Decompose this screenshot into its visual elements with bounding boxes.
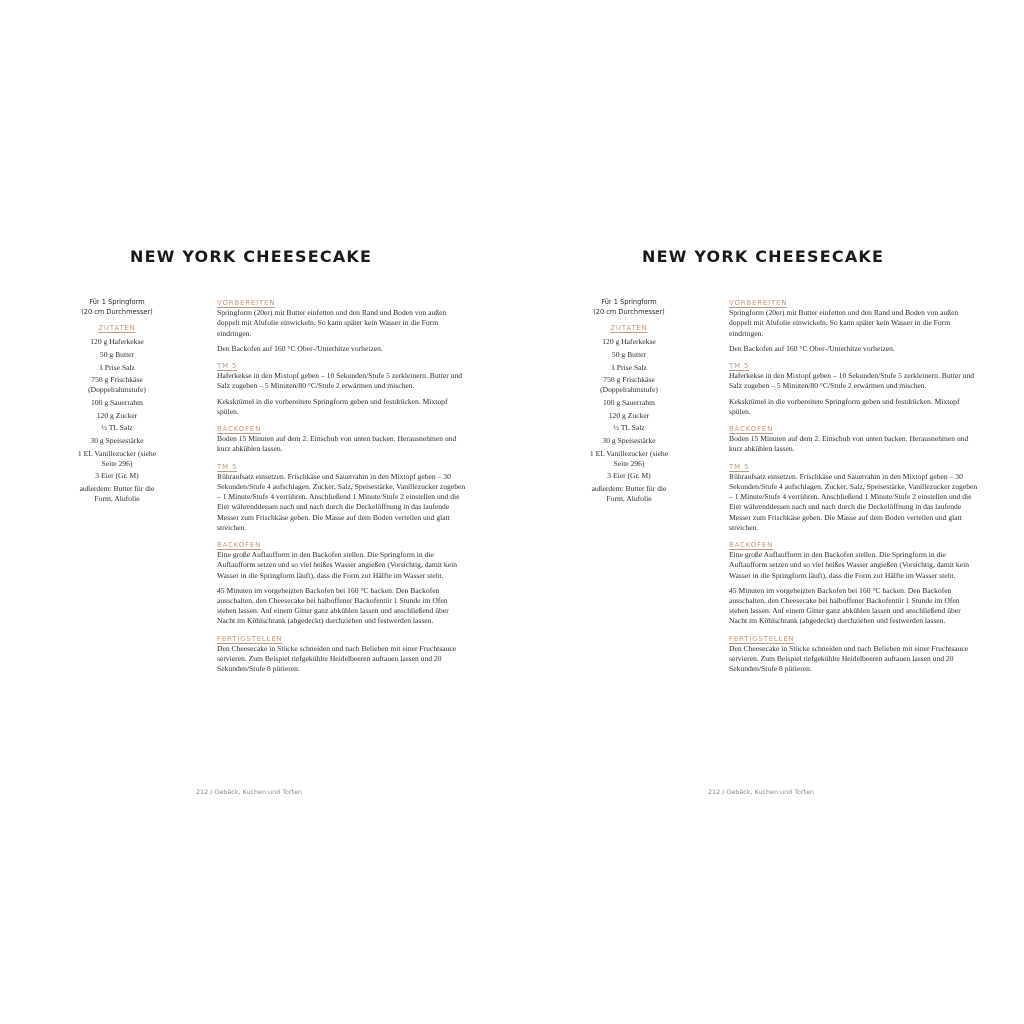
page-title: NEW YORK CHEESECAKE [130,247,373,266]
section-heading: FERTIGSTELLEN [729,634,795,643]
ingredient-item: 120 g Zucker [96,410,138,420]
section-heading: TM 5 [217,362,238,371]
ingredient-item: 30 g Speisestärke [602,436,656,445]
instruction-paragraph: Den Backofen auf 160 °C Ober-/Unterhitze vorheizen. [217,343,383,353]
section-heading: VORBEREITEN [729,299,788,307]
section-heading: TM 5 [729,462,750,471]
instruction-paragraph: Eine große Auflaufform in den Backofen stellen. Die Springform in die Auflaufform setzen und so viel heißes Wasser angießen (Vorsichtig, damit kein Wasser in die Springform läuft), dass die Form zur Hälfte im Wasser steht. [217,550,458,580]
page-footer: 212 / Gebäck, Kuchen und Torten [708,788,815,796]
ingredients-column [584,298,674,507]
section-heading: BACKOFEN [729,541,774,550]
instruction-paragraph: Rühraufsatz einsetzen. Frischkäse und Sauerrahm in den Mixtopf geben – 30 Sekunden/Stufe 4 aufschlagen. Zucker, Salz, Speisestärke, Vanillezucker zugeben – 1 Minute/Stufe 4 verrühren. Anschließend 1 Minute/Stufe 2 einstellen und die Eier währenddessen nach und nach durch die Deckelöffnung in das laufende Messer zum Frischkäse geben. Die Masse auf dem Boden verteilen und glatt streichen. [217,471,466,532]
ingredient-item: 120 g Zucker [608,410,650,420]
instruction-paragraph: Springform (20er) mit Butter einfetten und den Rand und Boden von außen doppelt mit Alufolie einwickeln. So kann später kein Wasser in die Form eindringen. [729,308,959,338]
ingredient-item: 50 g Butter [611,349,647,359]
page-footer: 212 / Gebäck, Kuchen und Torten [196,788,303,796]
ingredient-item: ½ TL Salz [613,423,645,433]
section-heading: BACKOFEN [217,541,262,550]
yield-info [584,298,674,317]
section-heading: FERTIGSTELLEN [217,634,283,643]
ingredient-item: 120 g Haferkekse [602,337,656,347]
section-heading: BACKOFEN [729,425,774,434]
section-heading: TM 5 [217,462,238,471]
instruction-paragraph: Eine große Auflaufform in den Backofen stellen. Die Springform in die Auflaufform setzen und so viel heißes Wasser angießen (Vorsichtig, damit kein Wasser in die Springform läuft), dass die Form zur Hälfte im Wasser steht. [729,550,970,580]
instruction-paragraph: Kekskrümel in die vorbereitete Springform geben und festdrücken. Mixtopf spülen. [217,396,448,416]
ingredient-item: 1 EL Vanillezucker (siehe Seite 296) [77,448,157,468]
instructions-column [729,298,979,680]
ingredient-item: 30 g Speisestärke [90,436,144,445]
instruction-paragraph: Kekskrümel in die vorbereitete Springform geben und festdrücken. Mixtopf spülen. [729,396,960,416]
right-page [512,0,1024,1024]
instruction-paragraph: Boden 15 Minuten auf dem 2. Einschub von unten backen. Herausnehmen und kurz abkühlen lassen. [217,434,457,454]
ingredient-item: außerdem: Butter für die Form, Alufolie [591,484,667,504]
instruction-paragraph: 45 Minuten im vorgeheizten Backofen bei 160 °C backen. Den Backofen ausschalten, den Cheesecake bei halboffener Backofentür 1 Stunde im Ofen stehen lassen. Auf einem Gitter ganz abkühlen lassen und anschließend über Nacht im Kühlschrank (abgedeckt) durchziehen und festwerden lassen. [729,585,961,626]
ingredients-heading: ZUTATEN [610,324,648,333]
instruction-paragraph: Den Cheesecake in Stücke schneiden und nach Belieben mit einer Fruchtsauce servieren. Zum Beispiel tiefgekühlte Heidelbeeren auftauen lassen und 20 Sekunden/Stufe 8 pürieren. [729,643,969,674]
instruction-paragraph: Rühraufsatz einsetzen. Frischkäse und Sauerrahm in den Mixtopf geben – 30 Sekunden/Stufe 4 aufschlagen. Zucker, Salz, Speisestärke, Vanillezucker zugeben – 1 Minute/Stufe 4 verrühren. Anschließend 1 Minute/Stufe 2 einstellen und die Eier währenddessen nach und nach durch die Deckelöffnung in das laufende Messer zum Frischkäse geben. Die Masse auf dem Boden verteilen und glatt streichen. [729,471,978,532]
ingredient-item: 100 g Sauerrahm [91,397,143,407]
instruction-paragraph: Den Cheesecake in Stücke schneiden und nach Belieben mit einer Fruchtsauce servieren. Zum Beispiel tiefgekühlte Heidelbeeren auftauen lassen und 20 Sekunden/Stufe 8 pürieren. [217,643,457,674]
yield-line: (20 cm Durchmesser) [81,307,153,316]
yield-line: Für 1 Springform [89,298,145,306]
yield-info [72,298,162,317]
ingredient-item: 750 g Frischkäse (Doppelrahmstufe) [88,375,146,395]
ingredient-item: 3 Eier (Gr. M) [607,471,651,481]
yield-line: Für 1 Springform [601,298,657,306]
ingredient-item: 50 g Butter [99,349,135,359]
instruction-paragraph: Haferkekse in den Mixtopf geben – 10 Sekunden/Stufe 5 zerkleinern. Butter und Salz zugeben – 5 Minuten/80 °C/Stufe 2 erwärmen und mischen. [217,371,463,391]
ingredient-item: 750 g Frischkäse (Doppelrahmstufe) [600,375,658,395]
ingredients-column [72,298,162,507]
section-heading: TM 5 [729,362,750,371]
ingredient-item: 100 g Sauerrahm [603,397,655,407]
ingredient-item: 1 Prise Salz [611,362,647,372]
instructions-column [217,298,467,680]
ingredient-item: außerdem: Butter für die Form, Alufolie [79,484,155,504]
ingredient-item: 1 Prise Salz [99,362,135,372]
ingredient-item: 120 g Haferkekse [90,337,144,347]
section-heading: BACKOFEN [217,425,262,434]
ingredient-item: ½ TL Salz [101,423,133,433]
instruction-paragraph: 45 Minuten im vorgeheizten Backofen bei 160 °C backen. Den Backofen ausschalten, den Cheesecake bei halboffener Backofentür 1 Stunde im Ofen stehen lassen. Auf einem Gitter ganz abkühlen lassen und anschließend über Nacht im Kühlschrank (abgedeckt) durchziehen und festwerden lassen. [217,585,449,626]
instruction-paragraph: Den Backofen auf 160 °C Ober-/Unterhitze vorheizen. [729,343,895,353]
instruction-paragraph: Boden 15 Minuten auf dem 2. Einschub von unten backen. Herausnehmen und kurz abkühlen lassen. [729,434,969,454]
instruction-paragraph: Springform (20er) mit Butter einfetten und den Rand und Boden von außen doppelt mit Alufolie einwickeln. So kann später kein Wasser in die Form eindringen. [217,308,447,338]
page-title: NEW YORK CHEESECAKE [642,247,885,266]
instruction-paragraph: Haferkekse in den Mixtopf geben – 10 Sekunden/Stufe 5 zerkleinern. Butter und Salz zugeben – 5 Minuten/80 °C/Stufe 2 erwärmen und mischen. [729,371,975,391]
ingredients-heading: ZUTATEN [98,324,136,333]
section-heading: VORBEREITEN [217,299,276,307]
ingredient-item: 1 EL Vanillezucker (siehe Seite 296) [589,448,669,468]
yield-line: (20 cm Durchmesser) [593,307,665,316]
ingredient-item: 3 Eier (Gr. M) [95,471,139,481]
